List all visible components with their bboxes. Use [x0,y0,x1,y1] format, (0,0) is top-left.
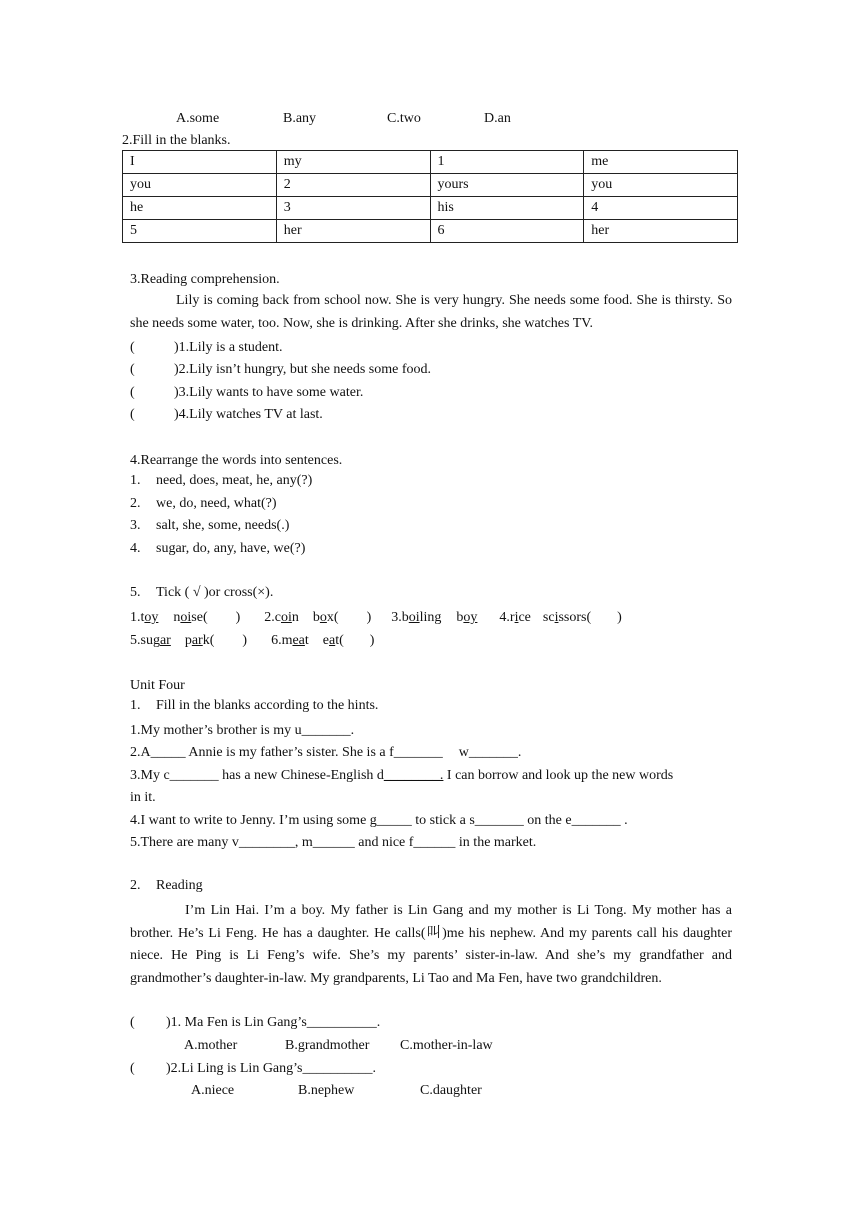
option-d: D.an [484,111,511,126]
table-cell: her [276,220,430,243]
table-cell: me [584,151,738,174]
unit-four-title: Unit Four [130,678,185,693]
fill-line-5: 5.There are many v________, m______ and nice f______ in the market. [130,835,537,850]
list-item: we, do, need, what(?) [156,496,277,511]
q2-option-a: A.niece [191,1083,235,1098]
passage-text: I’m Lin Hai. I’m a boy. My father is Lin Gang and my mother is Li Tong. My mother has a brother. He’s Li Feng. He has a daughter. He calls(叫)me his nephew. And my parents call his daughter niece. He Ping is Li Feng’s wife. She’s my parents’ sister-in-law. And she’s my grandfather and grandmother’s daughter-in-law. My grandparents, Li Tao and Ma Fen, have two grandchildren. [130,903,732,986]
item-number: 1. [130,473,141,488]
fill-line-3-cont: in it. [130,790,156,805]
table-cell: 1 [430,151,584,174]
option-c: C.two [387,111,421,126]
table-cell: 3 [276,197,430,220]
answer-paren: ( [130,1015,135,1030]
unit4-section-1-title: Fill in the blanks according to the hints. [156,698,379,713]
table-cell: you [123,174,277,197]
table-cell: yours [430,174,584,197]
unit4-section-2-title: Reading [156,878,203,893]
phonics-line-2: 5.sugar park( ) 6.meat eat( ) [130,633,375,648]
list-item: )1.Lily is a student. [174,340,283,355]
table-row [123,174,738,197]
fill-line-2: 2.A_____ Annie is my father’s sister. She is a f_______ w_______. [130,745,522,760]
item-number: 1. [130,698,141,713]
answer-paren: ( [130,385,135,400]
question-1: )1. Ma Fen is Lin Gang’s__________. [166,1015,381,1030]
q1-option-a: A.mother [184,1038,238,1053]
table-cell: 6 [430,220,584,243]
table-cell: my [276,151,430,174]
phonics-line-1: 1.toy noise( ) 2.coin box( ) 3.boiling boy 4.rice scissors( ) [130,610,622,625]
section-2-title: 2.Fill in the blanks. [122,133,231,148]
section-3-title: 3.Reading comprehension. [130,272,280,287]
list-item: )2.Lily isn’t hungry, but she needs some food. [174,362,432,377]
list-item: salt, she, some, needs(.) [156,518,290,533]
fill-line-4: 4.I want to write to Jenny. I’m using some g_____ to stick a s_______ on the e_______ . [130,813,628,828]
q1-option-b: B.grandmother [285,1038,370,1053]
table-cell: you [584,174,738,197]
pronoun-table [122,150,738,243]
table-row [123,220,738,243]
table-row [123,151,738,174]
q2-option-b: B.nephew [298,1083,355,1098]
table-cell: 2 [276,174,430,197]
item-number: 4. [130,541,141,556]
item-number: 5. [130,585,141,600]
section-5-title: Tick ( √ )or cross(×). [156,585,274,600]
table-cell: her [584,220,738,243]
list-item: )4.Lily watches TV at last. [174,407,323,422]
answer-paren: ( [130,340,135,355]
answer-paren: ( [130,1061,135,1076]
answer-paren: ( [130,407,135,422]
list-item: )3.Lily wants to have some water. [174,385,364,400]
list-item: sugar, do, any, have, we(?) [156,541,306,556]
answer-paren: ( [130,362,135,377]
table-cell: I [123,151,277,174]
table-row [123,197,738,220]
fill-line-3: 3.My c_______ has a new Chinese-English d________. I can borrow and look up the new words [130,768,674,783]
option-a: A.some [176,111,220,126]
q2-option-c: C.daughter [420,1083,482,1098]
passage-text: Lily is coming back from school now. She is very hungry. She needs some food. She is thirsty. So she needs some water, too. Now, she is drinking. After she drinks, she watches TV. [130,293,732,331]
reading-passage-2 [130,900,732,990]
item-number: 3. [130,518,141,533]
table-cell: his [430,197,584,220]
table-cell: 4 [584,197,738,220]
item-number: 2. [130,496,141,511]
table-cell: 5 [123,220,277,243]
q1-option-c: C.mother-in-law [400,1038,493,1053]
question-2: )2.Li Ling is Lin Gang’s__________. [166,1061,376,1076]
item-number: 2. [130,878,141,893]
table-cell: he [123,197,277,220]
fill-line-1: 1.My mother’s brother is my u_______. [130,723,355,738]
option-b: B.any [283,111,317,126]
reading-passage-1 [130,290,732,335]
list-item: need, does, meat, he, any(?) [156,473,313,488]
section-4-title: 4.Rearrange the words into sentences. [130,453,343,468]
